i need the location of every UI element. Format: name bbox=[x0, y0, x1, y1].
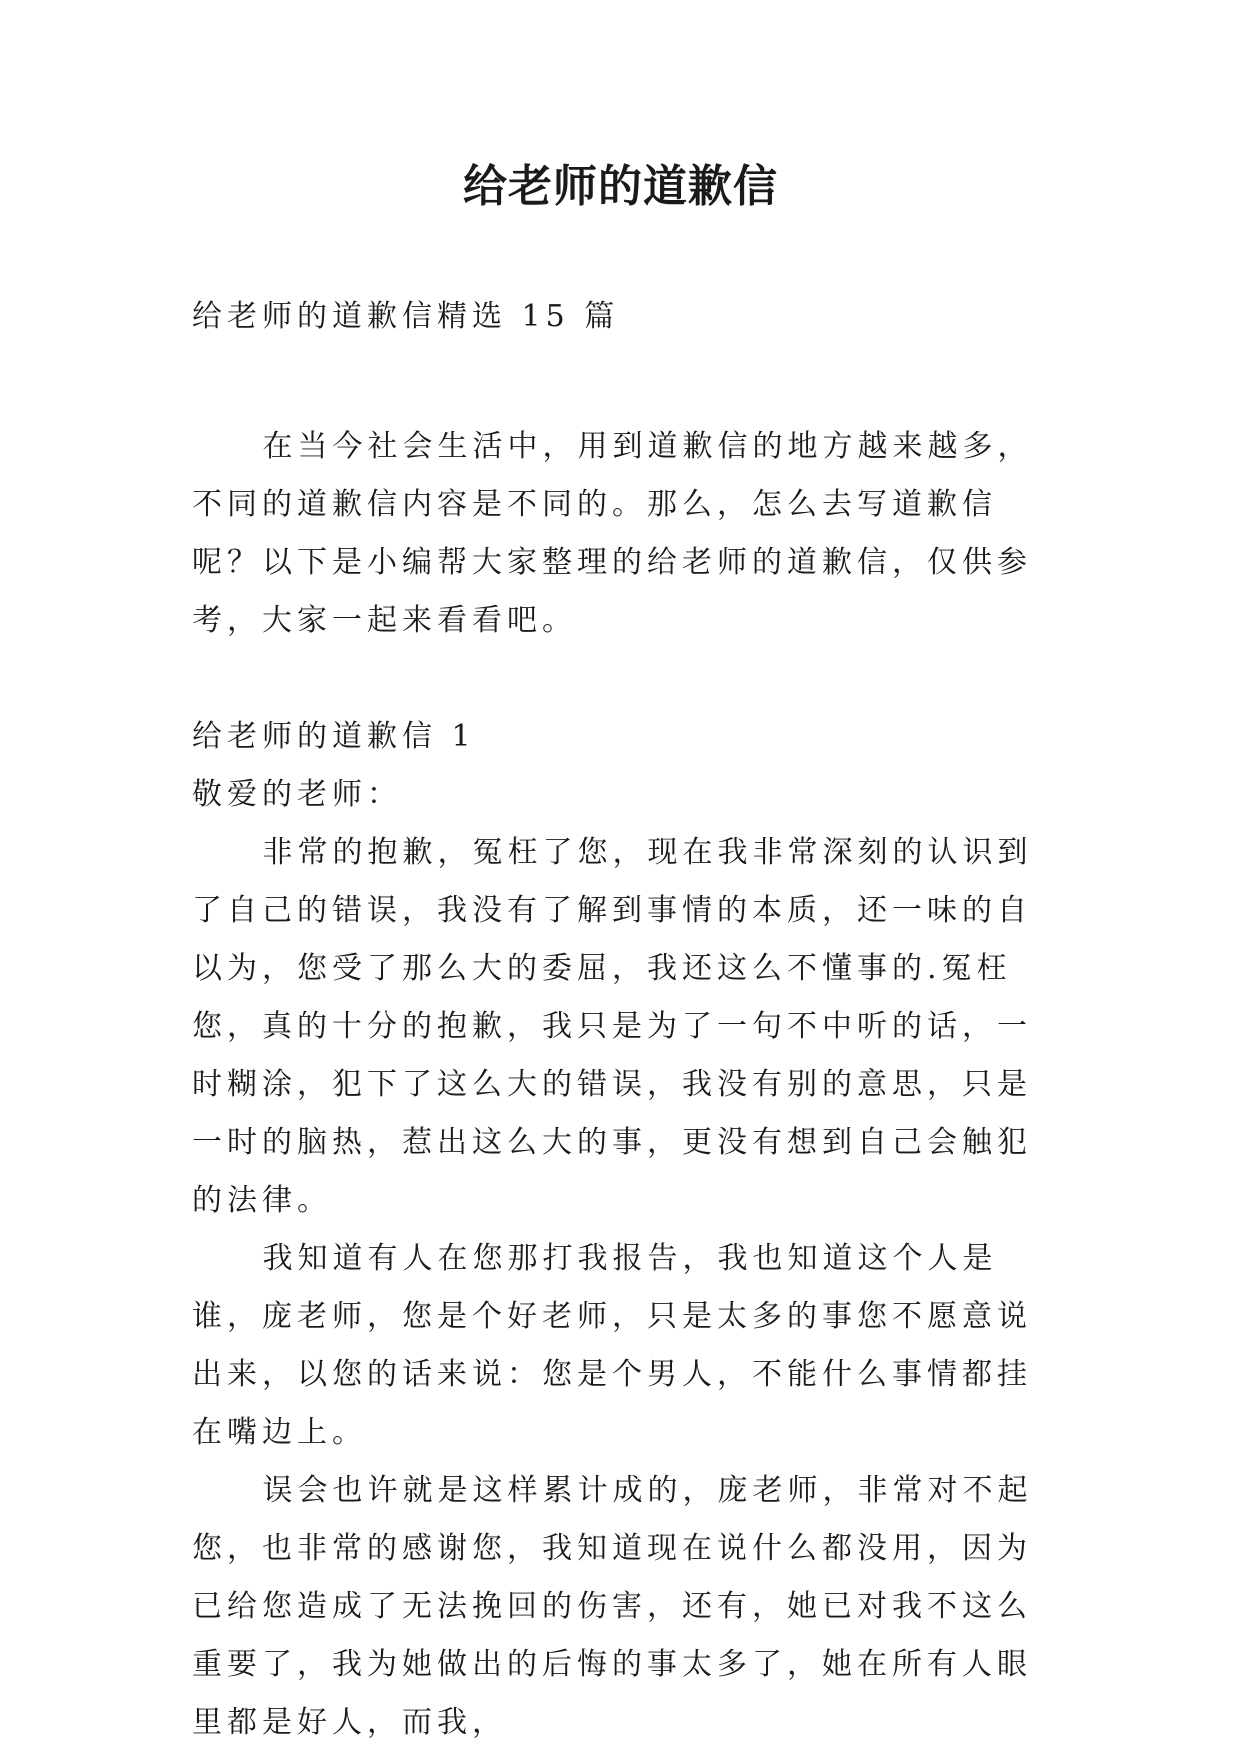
letter-paragraph: 误会也许就是这样累计成的，庞老师，非常对不起您，也非常的感谢您，我知道现在说什么都没用，因为已给您造成了无法挽回的伤害，还有，她已对我不这么重要了，我为她做出的后悔的事太多了，她在所有人眼里都是好人，而我， bbox=[192, 1473, 1033, 1740]
letter-heading: 给老师的道歉信 1 bbox=[192, 719, 476, 754]
letter-paragraph: 我知道有人在您那打我报告，我也知道这个人是谁，庞老师，您是个好老师，只是太多的事您不愿意说出来，以您的话来说：您是个男人，不能什么事情都挂在嘴边上。 bbox=[192, 1241, 1032, 1450]
document-title: 给老师的道歉信 bbox=[463, 161, 778, 212]
letter-salutation: 敬爱的老师： bbox=[192, 777, 402, 812]
intro-paragraph: 在当今社会生活中，用到道歉信的地方越来越多，不同的道歉信内容是不同的。那么，怎么去写道歉信呢？以下是小编帮大家整理的给老师的道歉信，仅供参考，大家一起来看看吧。 bbox=[192, 429, 1033, 638]
document-body bbox=[192, 288, 1062, 1752]
letter-paragraph: 非常的抱歉，冤枉了您，现在我非常深刻的认识到了自己的错误，我没有了解到事情的本质，还一味的自以为，您受了那么大的委屈，我还这么不懂事的.冤枉您，真的十分的抱歉，我只是为了一句不中听的话，一时糊涂，犯下了这么大的错误，我没有别的意思，只是一时的脑热，惹出这么大的事，更没有想到自己会触犯的法律。 bbox=[192, 835, 1033, 1218]
document-subtitle: 给老师的道歉信精选 15 篇 bbox=[192, 299, 620, 334]
